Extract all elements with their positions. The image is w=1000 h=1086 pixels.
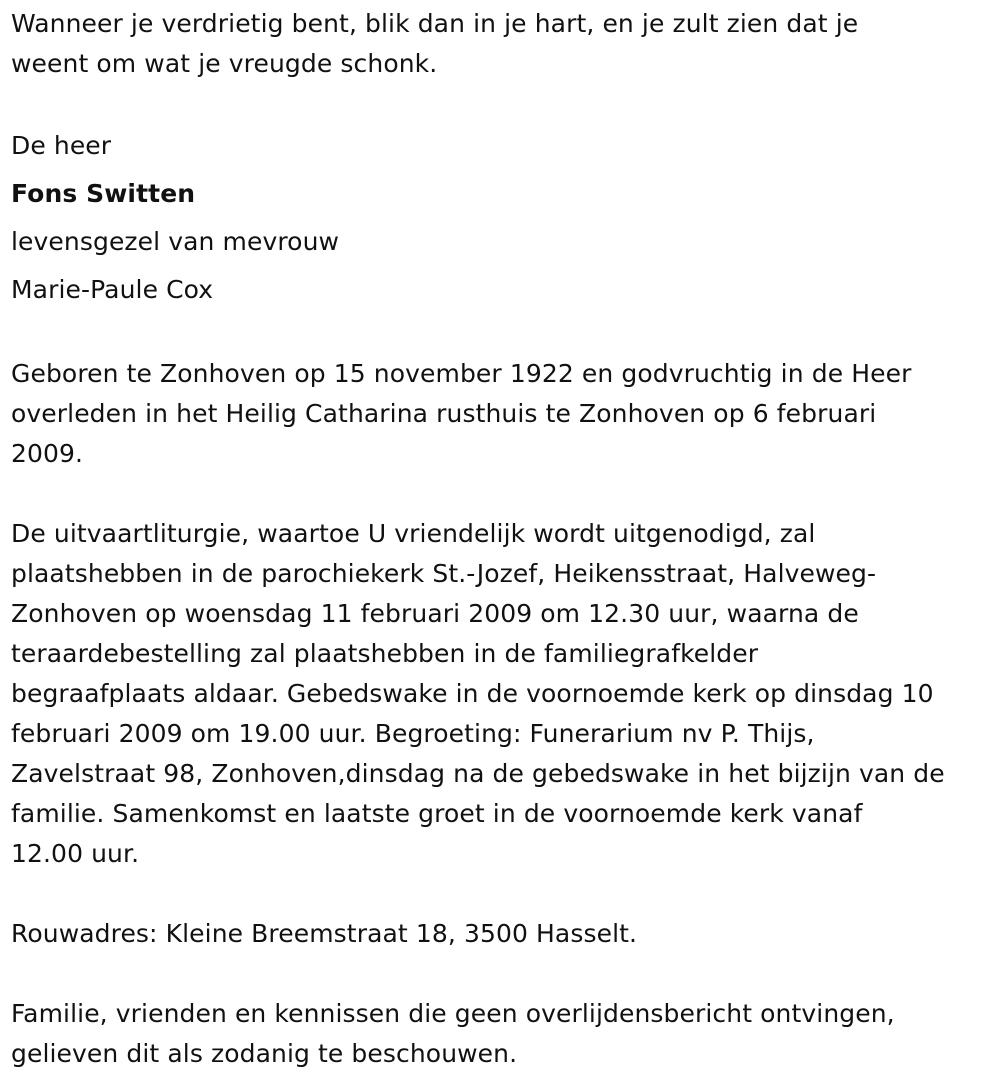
deceased-title: De heer bbox=[11, 131, 112, 160]
funeral-line-3: Zonhoven op woensdag 11 februari 2009 om 12.30 uur, waarna de bbox=[11, 599, 859, 628]
spacer bbox=[11, 954, 986, 994]
funeral-line-1: De uitvaartliturgie, waartoe U vriendelijk wordt uitgenodigd, zal bbox=[11, 519, 816, 548]
funeral-paragraph bbox=[11, 514, 986, 874]
birth-death-line-2: overleden in het Heilig Catharina rusthuis te Zonhoven op 6 februari bbox=[11, 399, 877, 428]
notice-line-2: gelieven dit als zodanig te beschouwen. bbox=[11, 1039, 518, 1068]
spacer bbox=[11, 474, 986, 514]
deceased-name: Fons Switten bbox=[11, 179, 196, 208]
obituary-notice bbox=[11, 0, 986, 1074]
deceased-block bbox=[11, 122, 986, 314]
birth-death-paragraph bbox=[11, 354, 986, 474]
funeral-line-4: teraardebestelling zal plaatshebben in de familiegrafkelder bbox=[11, 639, 759, 668]
funeral-line-5: begraafplaats aldaar. Gebedswake in de voornoemde kerk op dinsdag 10 bbox=[11, 679, 934, 708]
spacer bbox=[11, 84, 986, 122]
spacer bbox=[11, 314, 986, 354]
funeral-line-7: Zavelstraat 98, Zonhoven,dinsdag na de gebedswake in het bijzijn van de bbox=[11, 759, 945, 788]
address-paragraph bbox=[11, 914, 986, 954]
funeral-line-6: februari 2009 om 19.00 uur. Begroeting: Funerarium nv P. Thijs, bbox=[11, 719, 815, 748]
spacer bbox=[11, 874, 986, 914]
address-line: Rouwadres: Kleine Breemstraat 18, 3500 Hasselt. bbox=[11, 919, 638, 948]
notice-line-1: Familie, vrienden en kennissen die geen overlijdensbericht ontvingen, bbox=[11, 999, 895, 1028]
partner-name: Marie-Paule Cox bbox=[11, 275, 214, 304]
quote-line-2: weent om wat je vreugde schonk. bbox=[11, 49, 438, 78]
quote-line-1: Wanneer je verdrietig bent, blik dan in je hart, en je zult zien dat je bbox=[11, 9, 859, 38]
birth-death-line-3: 2009. bbox=[11, 439, 84, 468]
notice-paragraph bbox=[11, 994, 986, 1074]
quote-paragraph bbox=[11, 4, 986, 84]
deceased-relation: levensgezel van mevrouw bbox=[11, 227, 340, 256]
funeral-line-9: 12.00 uur. bbox=[11, 839, 140, 868]
funeral-line-8: familie. Samenkomst en laatste groet in de voornoemde kerk vanaf bbox=[11, 799, 863, 828]
birth-death-line-1: Geboren te Zonhoven op 15 november 1922 en godvruchtig in de Heer bbox=[11, 359, 912, 388]
funeral-line-2: plaatshebben in de parochiekerk St.-Jozef, Heikensstraat, Halveweg- bbox=[11, 559, 877, 588]
